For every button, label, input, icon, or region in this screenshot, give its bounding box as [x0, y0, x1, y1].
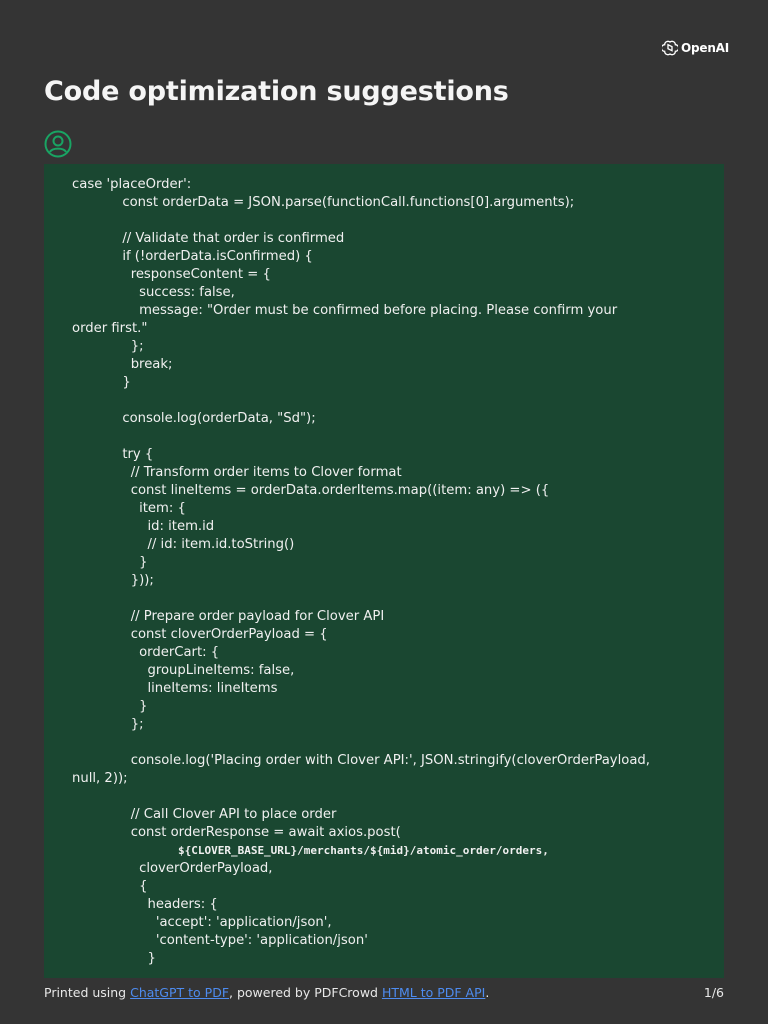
code-line: item: {: [72, 501, 186, 516]
code-line: console.log(orderData, "Sd");: [72, 411, 316, 426]
code-line: orderCart: {: [72, 645, 220, 660]
code-line: order first.": [72, 321, 148, 336]
footer-credit: [44, 985, 489, 1000]
code-block: [44, 164, 724, 978]
code-line: };: [72, 717, 144, 732]
code-line: // Call Clover API to place order: [72, 807, 337, 822]
code-line: }: [72, 699, 148, 714]
code-line: break;: [72, 357, 173, 372]
code-line: }: [72, 951, 156, 966]
code-line: id: item.id: [72, 519, 215, 534]
code-line: }: [72, 555, 148, 570]
code-line: // Prepare order payload for Clover API: [72, 609, 385, 624]
code-line: responseContent = {: [72, 267, 271, 282]
chatgpt-to-pdf-link[interactable]: ChatGPT to PDF: [130, 985, 230, 1000]
code-line: 'accept': 'application/json',: [72, 915, 332, 930]
page-title: Code optimization suggestions: [44, 76, 509, 107]
code-line: };: [72, 339, 144, 354]
code-line: }: [72, 375, 131, 390]
code-line: ${CLOVER_BASE_URL}/merchants/${mid}/atomic_order/orders,: [72, 844, 549, 857]
code-line: // Validate that order is confirmed: [72, 231, 345, 246]
user-avatar-icon: [44, 130, 72, 158]
code-line: if (!orderData.isConfirmed) {: [72, 249, 313, 264]
code-line: [72, 734, 696, 752]
code-line: case 'placeOrder':: [72, 177, 192, 192]
code-line: [72, 788, 696, 806]
footer-prefix: Printed using: [44, 985, 131, 1000]
code-line: groupLineItems: false,: [72, 663, 295, 678]
code-line: const orderResponse = await axios.post(: [72, 825, 401, 840]
openai-logo: [662, 40, 729, 56]
code-line: lineItems: lineItems: [72, 681, 278, 696]
code-line: console.log('Placing order with Clover API:', JSON.stringify(cloverOrderPayload,: [72, 753, 650, 768]
footer-suffix: .: [485, 985, 490, 1000]
code-line: message: "Order must be confirmed before placing. Please confirm your: [72, 303, 618, 318]
code-line: headers: {: [72, 897, 218, 912]
code-line: }));: [72, 573, 154, 588]
code-line: const lineItems = orderData.orderItems.map((item: any) => ({: [72, 483, 550, 498]
footer: [44, 985, 724, 1000]
page-number: 1/6: [703, 985, 724, 1000]
code-line: // id: item.id.toString(): [72, 537, 295, 552]
code-line: {: [72, 879, 148, 894]
footer-middle: , powered by PDFCrowd: [229, 985, 382, 1000]
code-line: success: false,: [72, 285, 235, 300]
code-line: const orderData = JSON.parse(functionCall.functions[0].arguments);: [72, 195, 575, 210]
code-line: cloverOrderPayload,: [72, 861, 273, 876]
html-to-pdf-api-link[interactable]: HTML to PDF API: [381, 985, 486, 1000]
code-line: const cloverOrderPayload = {: [72, 627, 328, 642]
code-line: null, 2));: [72, 771, 128, 786]
code-line: // Transform order items to Clover format: [72, 465, 402, 480]
code-line: [72, 392, 696, 410]
code-line: 'content-type': 'application/json': [72, 933, 368, 948]
code-line: [72, 212, 696, 230]
code-line: try {: [72, 447, 154, 462]
code-line: [72, 590, 696, 608]
openai-icon: [662, 40, 678, 56]
code-line: [72, 428, 696, 446]
brand-name: OpenAI: [681, 41, 730, 55]
